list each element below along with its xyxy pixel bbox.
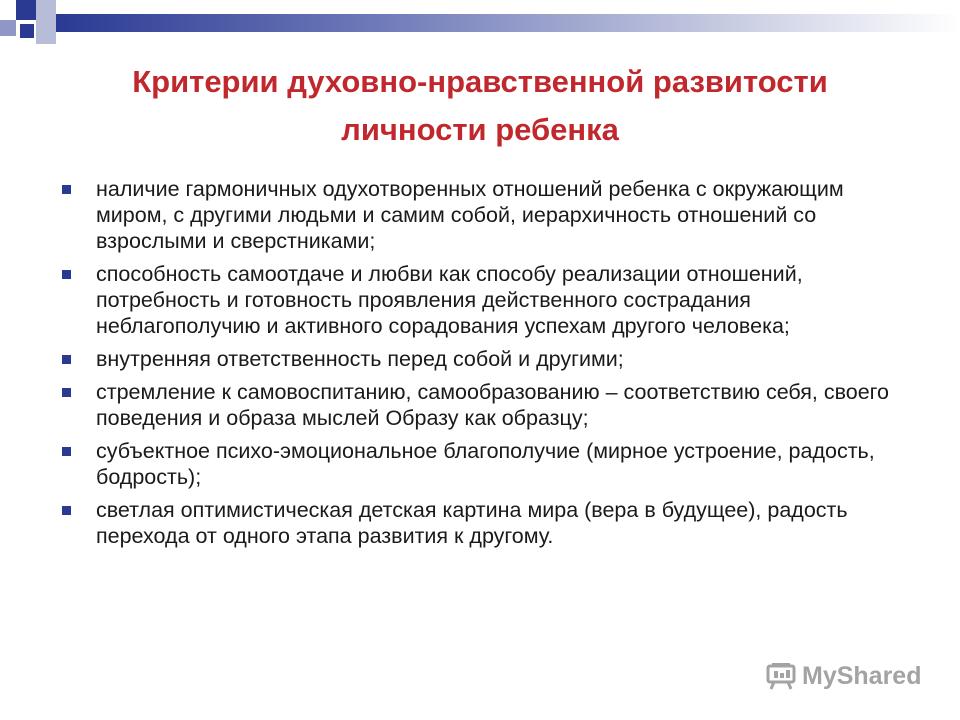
list-item-text: способность самоотдаче и любви как способу реализации отношений, потребность и готовность проявления действенного сострадания неблагополучию и активного сорадования успехам другого человека; (96, 262, 803, 338)
watermark-logo (766, 659, 921, 693)
decor-square (36, 20, 56, 44)
watermark-text: MyShared (802, 661, 922, 690)
list-item-text: субъектное психо-эмоциональное благополучие (мирное устроение, радость, бодрость); (96, 439, 875, 489)
square-bullet-icon (62, 447, 71, 456)
decor-square (20, 24, 34, 38)
list-item-text: внутренняя ответственность перед собой и другими; (96, 347, 624, 371)
square-bullet-icon (62, 388, 71, 397)
decor-square (0, 20, 16, 36)
list-item (58, 497, 908, 549)
list-item-text: стремление к самовоспитанию, самообразованию – соответствию себя, своего поведения и образа мыслей Образу как образцу; (96, 380, 890, 430)
presentation-board-icon (766, 662, 796, 690)
list-item (58, 261, 908, 339)
decor-square (16, 0, 36, 20)
square-bullet-icon (62, 185, 71, 194)
square-bullet-icon (62, 355, 71, 364)
square-bullet-icon (62, 270, 71, 279)
list-item-text: светлая оптимистическая детская картина мира (вера в будущее), радость перехода от одного этапа развития к другому. (96, 498, 848, 548)
list-item (58, 379, 908, 431)
list-item (58, 176, 908, 254)
square-bullet-icon (62, 506, 71, 515)
decorative-header (0, 0, 960, 48)
decor-square (36, 0, 56, 20)
list-item-text: наличие гармоничных одухотворенных отношений ребенка с окружающим миром, с другими людьми и самим собой, иерархичность отношений со взрослыми и сверстниками; (96, 177, 844, 253)
list-item (58, 346, 908, 372)
criteria-list (58, 176, 908, 556)
header-gradient-bar (56, 14, 960, 32)
slide-title: Критерии духовно-нравственной развитости личности ребенка (132, 64, 828, 147)
list-item (58, 438, 908, 490)
